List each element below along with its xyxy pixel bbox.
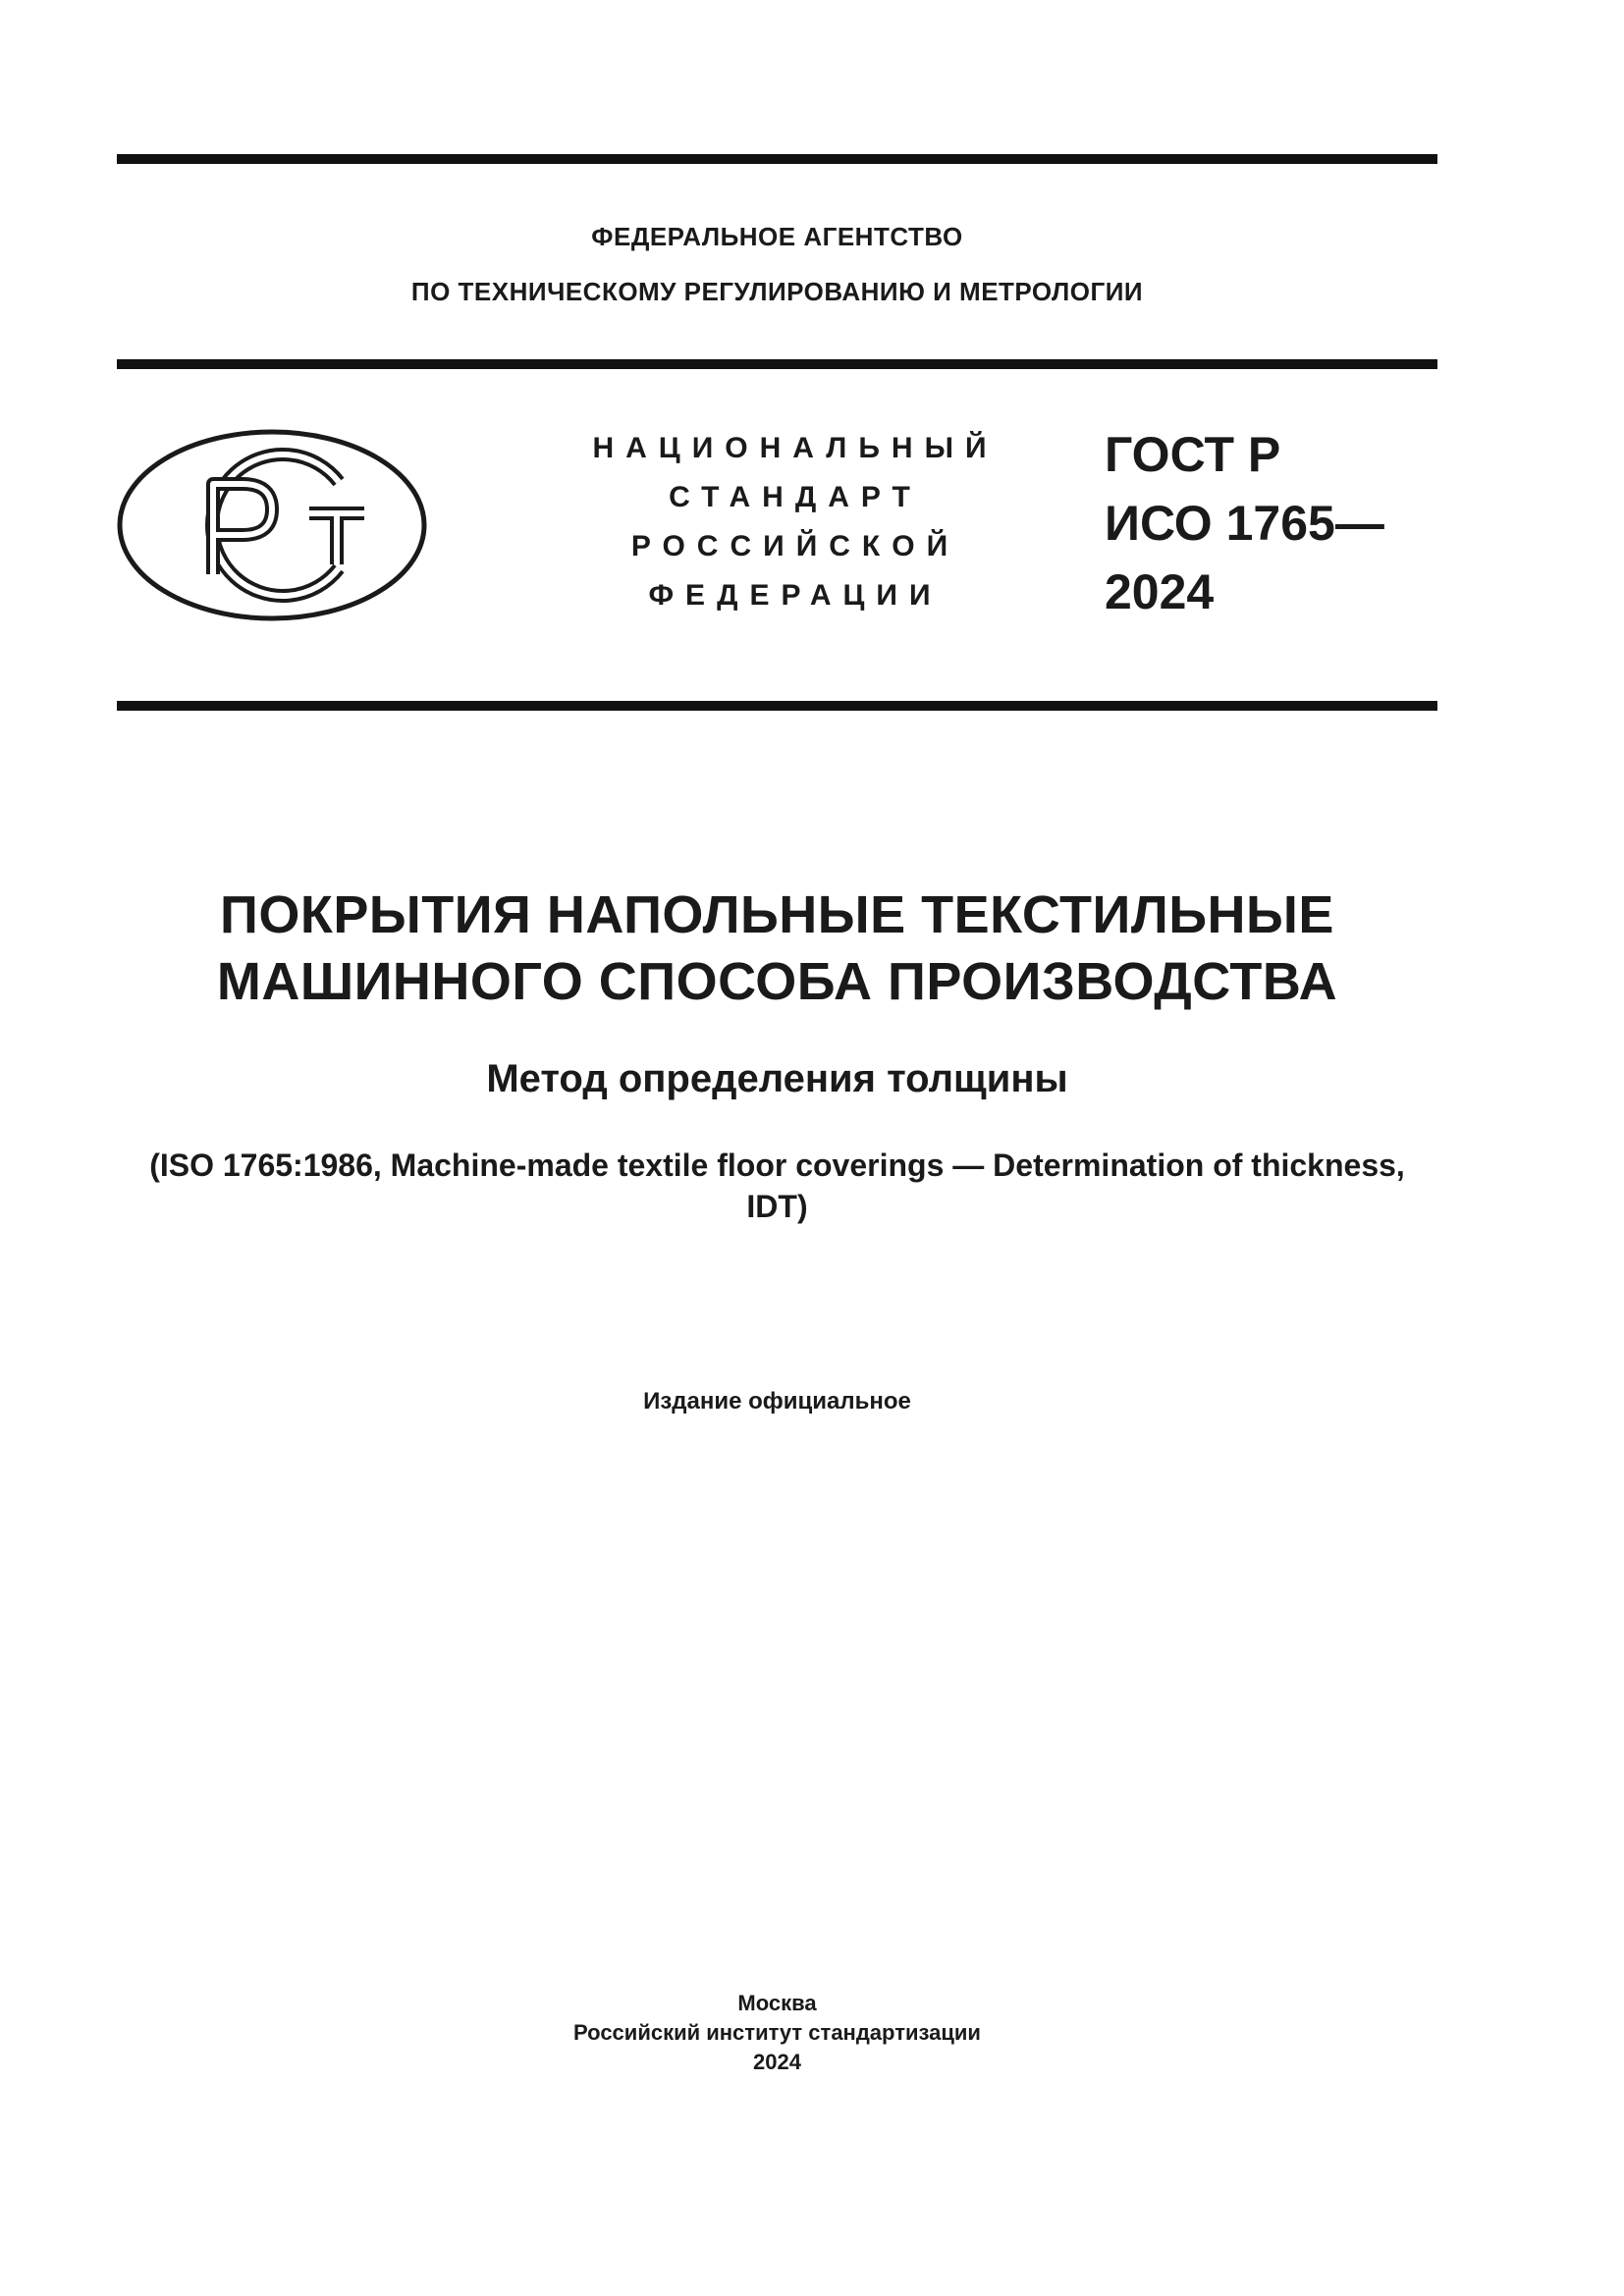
imprint	[117, 1989, 1437, 2077]
iso-reference	[108, 1145, 1446, 1227]
header-rule	[117, 359, 1437, 369]
imprint-year: 2024	[753, 2050, 801, 2074]
designation-line: ГОСТ Р	[1105, 427, 1281, 482]
designation-line: 2024	[1105, 564, 1215, 619]
iso-reference-line: IDT)	[746, 1189, 808, 1224]
agency-name-line-1: ФЕДЕРАЛЬНОЕ АГЕНТСТВО	[591, 222, 963, 251]
national-standard-line: НАЦИОНАЛЬНЫЙ	[592, 432, 999, 464]
top-rule	[117, 154, 1437, 164]
iso-reference-line: (ISO 1765:1986, Machine-made textile floor coverings — Determination of thickness,	[149, 1148, 1405, 1183]
title-line: ПОКРЫТИЯ НАПОЛЬНЫЕ ТЕКСТИЛЬНЫЕ	[220, 885, 1334, 944]
edition-note: Издание официальное	[643, 1388, 911, 1415]
national-standard-line: РОССИЙСКОЙ	[630, 530, 960, 562]
standard-designation	[1105, 420, 1384, 626]
document-title	[117, 881, 1437, 1015]
rst-conformity-mark-icon	[115, 427, 429, 623]
national-standard-line: СТАНДАРТ	[669, 481, 922, 513]
national-standard-label	[565, 424, 1026, 620]
national-standard-line: ФЕДЕРАЦИИ	[648, 579, 943, 612]
header-bottom-rule	[117, 701, 1437, 711]
agency-name-line-2: ПО ТЕХНИЧЕСКОМУ РЕГУЛИРОВАНИЮ И МЕТРОЛОГИИ	[410, 277, 1144, 306]
designation-line: ИСО 1765—	[1105, 496, 1384, 551]
imprint-city: Москва	[737, 1991, 817, 2015]
title-line: МАШИННОГО СПОСОБА ПРОИЗВОДСТВА	[216, 952, 1338, 1011]
document-subtitle: Метод определения толщины	[486, 1057, 1068, 1100]
imprint-publisher: Российский институт стандартизации	[573, 2020, 981, 2045]
